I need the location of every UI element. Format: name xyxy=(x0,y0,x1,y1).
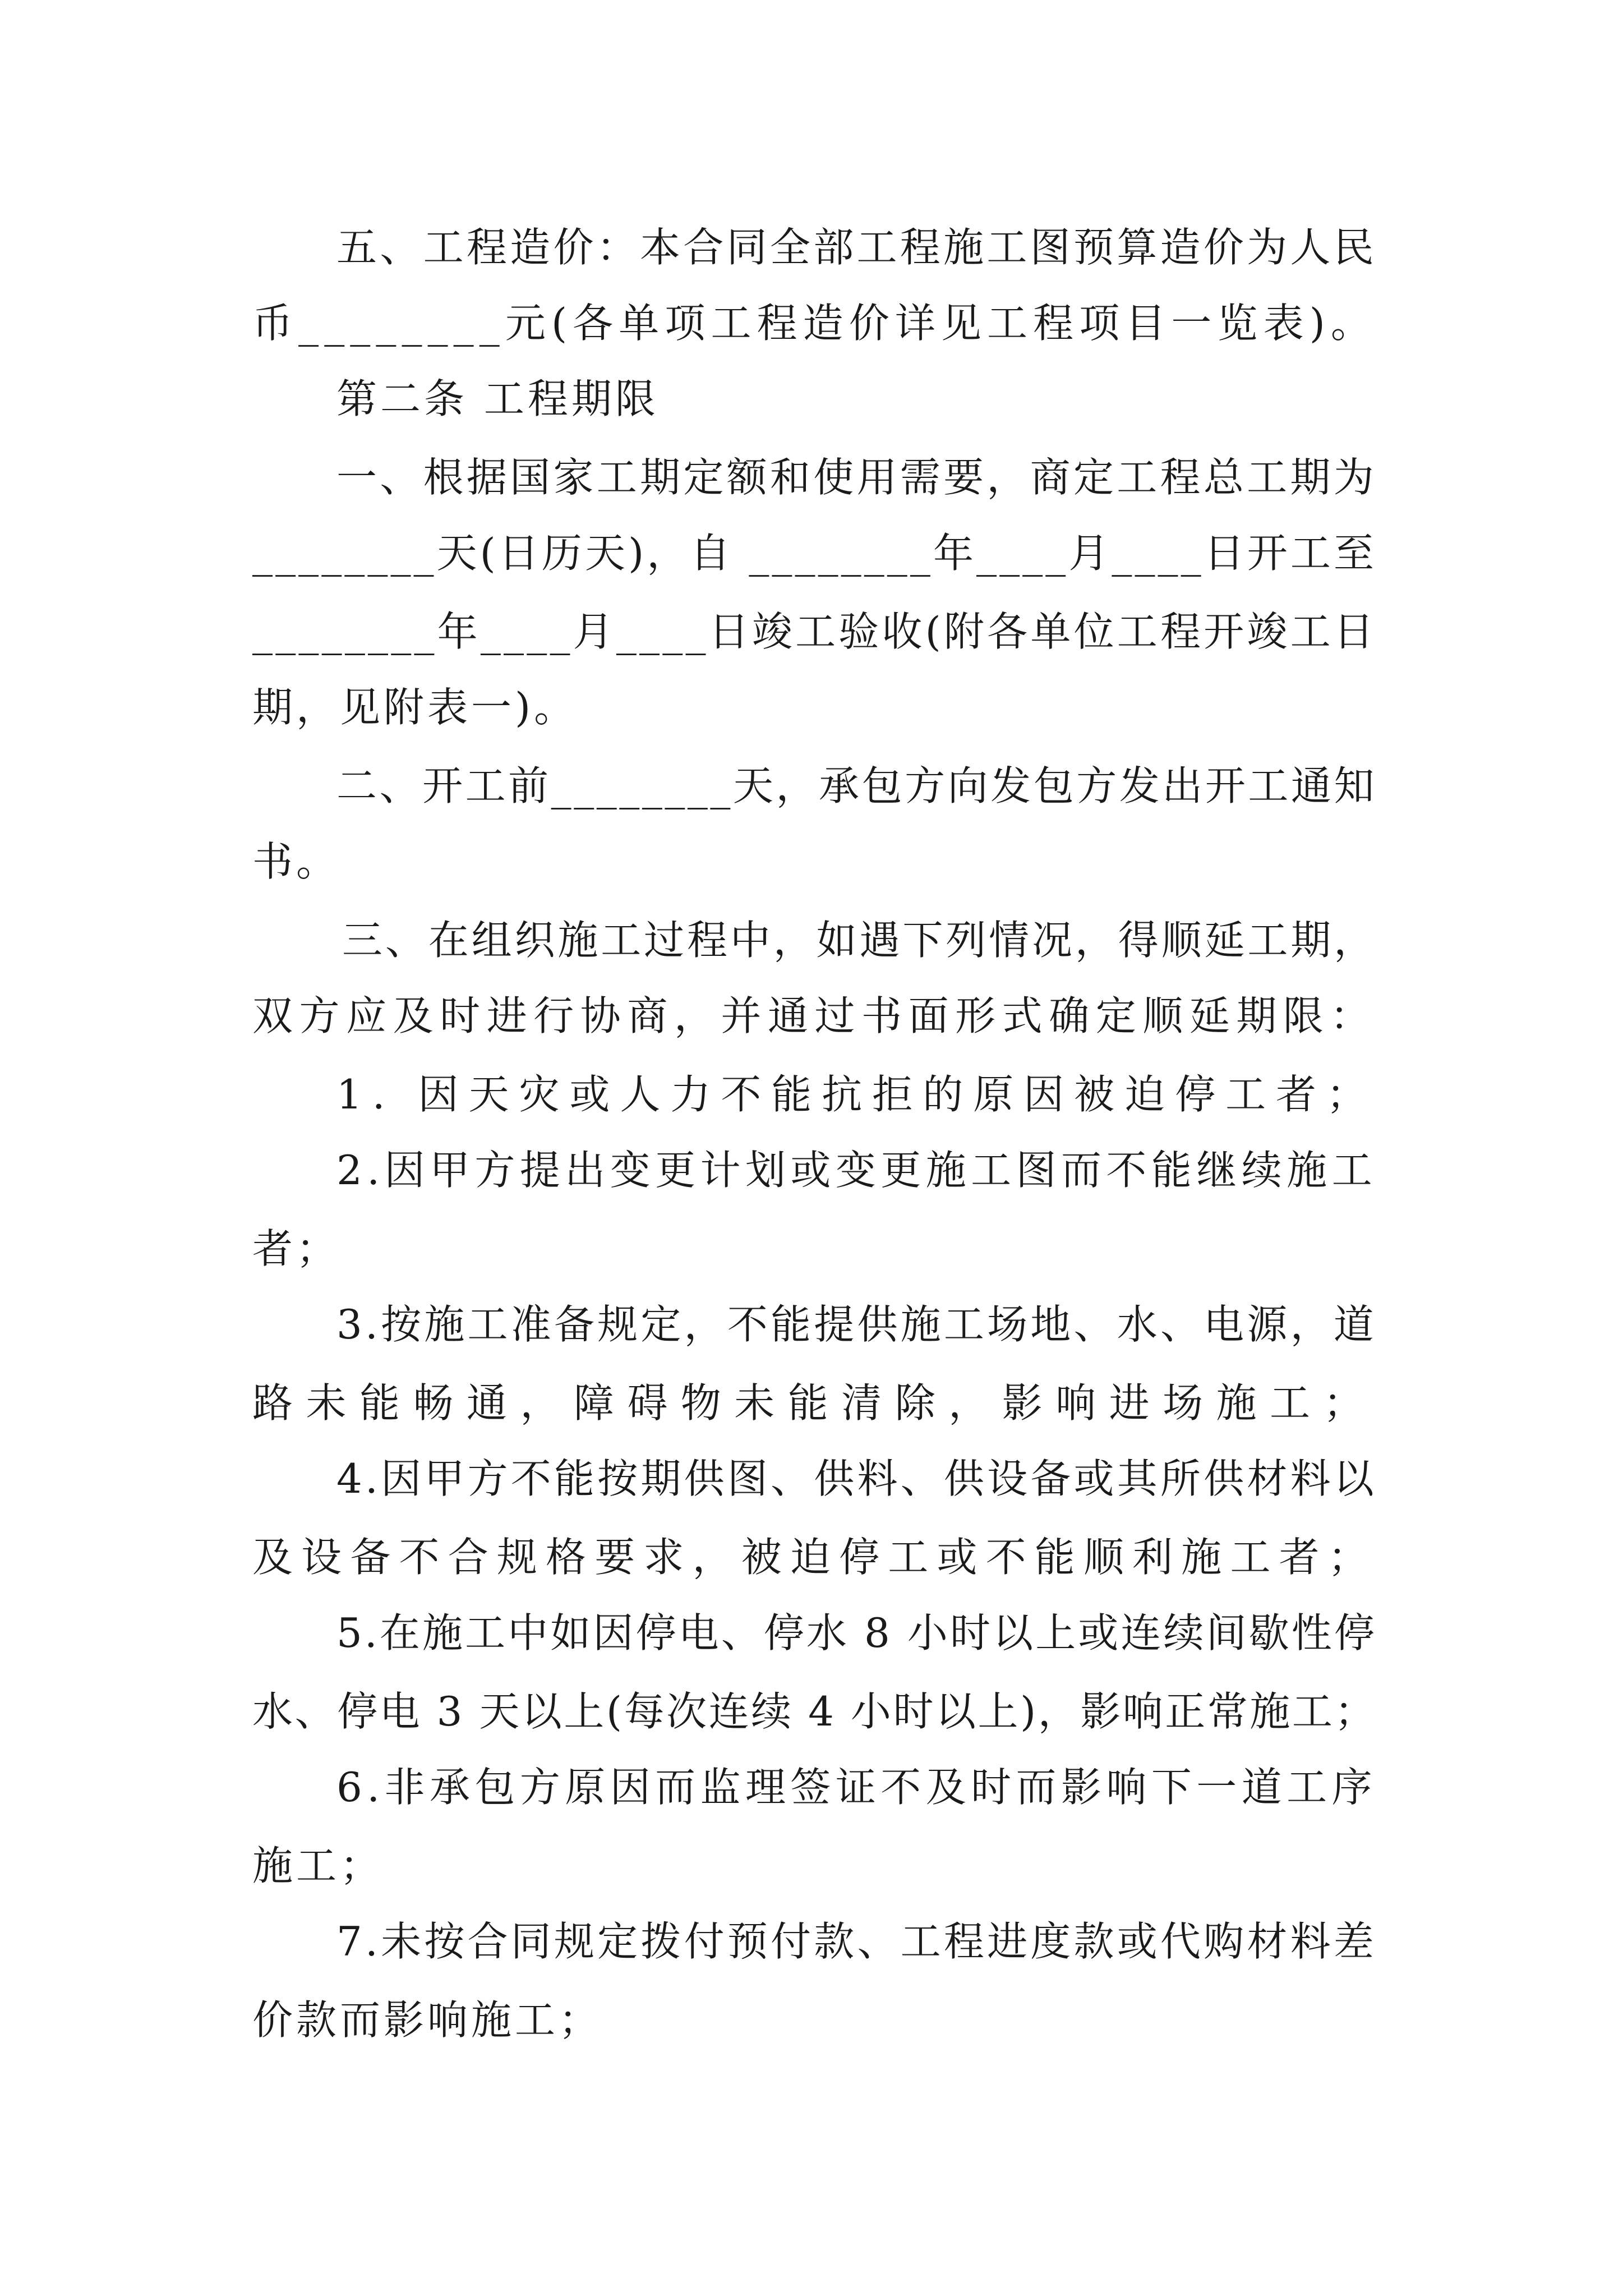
text-line: 路未能畅通，障碍物未能清除，影响进场施工； xyxy=(252,1379,1377,1427)
text-line: 期，见附表一)。 xyxy=(252,684,578,731)
text-line: ________天(日历天)，自 ________年____月____日开工至 xyxy=(252,530,1377,577)
text-line: 二、开工前________天，承包方向发包方发出开工通知 xyxy=(336,762,1377,809)
text-line: 三、在组织施工过程中，如遇下列情况，得顺延工期， xyxy=(342,917,1377,964)
list-item: 5.在施工中如因停电、停水 8 小时以上或连续间歇性停 xyxy=(336,1609,1377,1657)
text-line: 者； xyxy=(252,1225,340,1272)
text-line: ________年____月____日竣工验收(附各单位工程开竣工日 xyxy=(252,608,1377,655)
list-item: 4.因甲方不能按期供图、供料、供设备或其所供材料以 xyxy=(336,1455,1377,1502)
text-line: 水、停电 3 天以上(每次连续 4 小时以上)，影响正常施工； xyxy=(252,1688,1377,1735)
text-line: 一、根据国家工期定额和使用需要，商定工程总工期为 xyxy=(336,454,1377,501)
text-line: 双方应及时进行协商，并通过书面形式确定顺延期限： xyxy=(252,992,1377,1039)
list-item: 6.非承包方原因而监理签证不及时而影响下一道工序 xyxy=(336,1764,1377,1811)
list-item: 3.按施工准备规定，不能提供施工场地、水、电源，道 xyxy=(336,1301,1377,1348)
text-line: 币________元(各单项工程造价详见工程项目一览表)。 xyxy=(252,300,1377,347)
text-line: 施工； xyxy=(252,1842,384,1889)
section-heading: 第二条 工程期限 xyxy=(336,375,659,422)
list-item: 7.未按合同规定拨付预付款、工程进度款或代购材料差 xyxy=(336,1918,1377,1965)
list-item: 2.因甲方提出变更计划或变更施工图而不能继续施工 xyxy=(336,1147,1377,1194)
text-line: 五、工程造价：本合同全部工程施工图预算造价为人民 xyxy=(336,224,1377,271)
text-line: 及设备不合规格要求，被迫停工或不能顺利施工者； xyxy=(252,1534,1377,1581)
text-line: 书。 xyxy=(252,838,340,885)
list-item: 1. 因天灾或人力不能抗拒的原因被迫停工者； xyxy=(336,1071,1377,1118)
text-line: 价款而影响施工； xyxy=(252,1996,603,2044)
